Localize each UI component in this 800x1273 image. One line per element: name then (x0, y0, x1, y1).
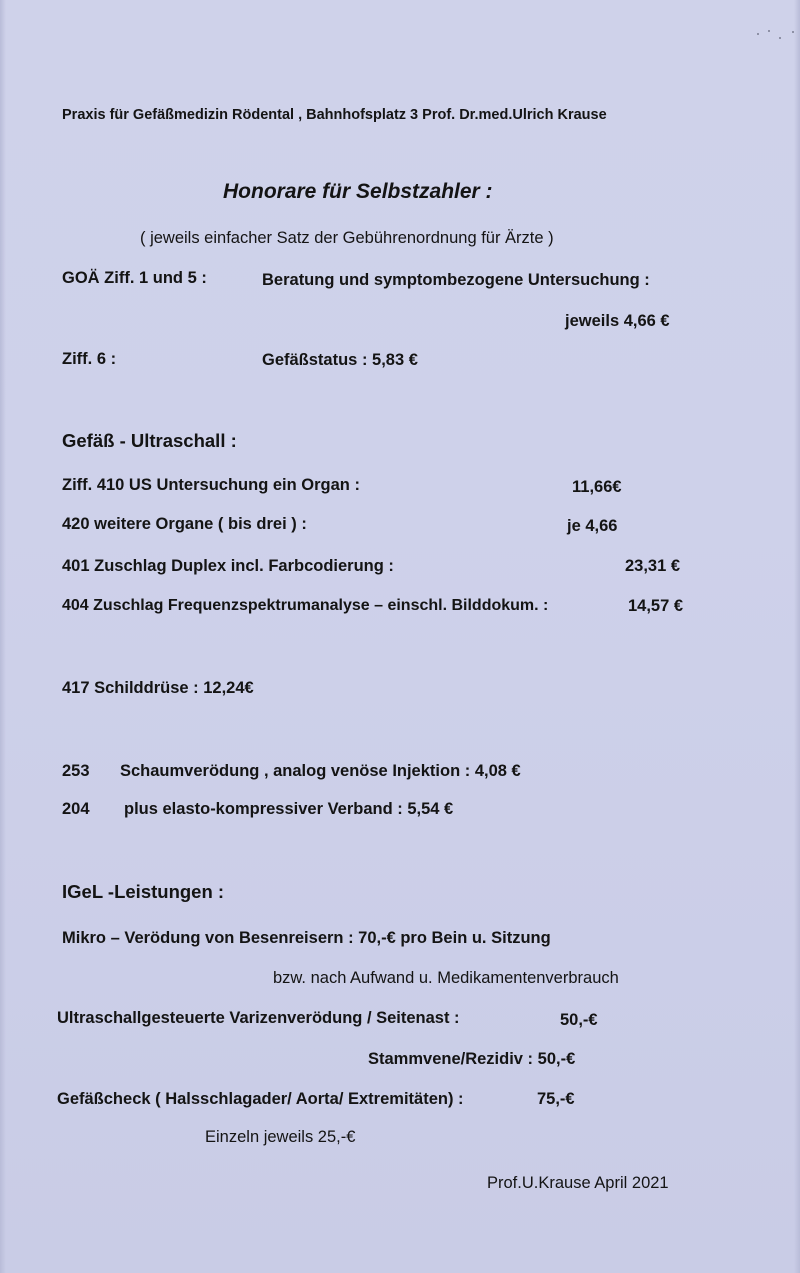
ultraschall-item-label: 401 Zuschlag Duplex incl. Farbcodierung : (62, 557, 394, 575)
veroedung-code: 253 (62, 762, 90, 780)
scan-speck (792, 31, 794, 33)
left-scan-edge (0, 0, 6, 1273)
ultraschall-item-price: 11,66€ (572, 478, 622, 496)
right-scan-edge (794, 0, 800, 1273)
igel-stammvene-line: Stammvene/Rezidiv : 50,-€ (368, 1050, 576, 1068)
goae-code: GOÄ Ziff. 1 und 5 : (62, 269, 207, 287)
veroedung-description: Schaumverödung , analog venöse Injektion : 4,08 € (120, 762, 521, 780)
signature-line: Prof.U.Krause April 2021 (487, 1174, 669, 1192)
igel-heading: IGeL -Leistungen : (62, 881, 225, 902)
ziff6-code: Ziff. 6 : (62, 350, 117, 368)
ultraschall-item-label: 404 Zuschlag Frequenzspektrumanalyse – einschl. Bilddokum. : (62, 597, 549, 614)
veroedung-description: plus elasto-kompressiver Verband : 5,54 € (124, 800, 454, 818)
ultraschall-item-price: je 4,66 (567, 517, 618, 535)
page-subtitle: ( jeweils einfacher Satz der Gebührenordnung für Ärzte ) (140, 229, 554, 247)
igel-check-label: Gefäßcheck ( Halsschlagader/ Aorta/ Extremitäten) : (57, 1090, 464, 1108)
igel-mikro-note: bzw. nach Aufwand u. Medikamentenverbrauch (273, 969, 619, 987)
scan-speck (768, 30, 770, 32)
igel-ultra-label: Ultraschallgesteuerte Varizenverödung / Seitenast : (57, 1009, 460, 1027)
ultraschall-item-price: 23,31 € (625, 557, 681, 575)
ultraschall-item-label: 420 weitere Organe ( bis drei ) : (62, 515, 307, 533)
veroedung-code: 204 (62, 800, 90, 818)
goae-price: jeweils 4,66 € (565, 312, 670, 330)
goae-description: Beratung und symptombezogene Untersuchung : (262, 271, 650, 289)
igel-ultra-price: 50,-€ (560, 1011, 598, 1029)
igel-mikro-line: Mikro – Verödung von Besenreisern : 70,-€ pro Bein u. Sitzung (62, 929, 551, 947)
ultraschall-heading: Gefäß - Ultraschall : (62, 430, 237, 451)
schilddruese-line: 417 Schilddrüse : 12,24€ (62, 679, 254, 697)
practice-header: Praxis für Gefäßmedizin Rödental , Bahnhofsplatz 3 Prof. Dr.med.Ulrich Krause (62, 107, 607, 123)
page-title: Honorare für Selbstzahler : (223, 180, 493, 203)
ziff6-description: Gefäßstatus : 5,83 € (262, 351, 418, 369)
ultraschall-item-label: Ziff. 410 US Untersuchung ein Organ : (62, 476, 360, 494)
scan-speck (757, 33, 759, 35)
scan-speck (779, 37, 781, 39)
igel-einzeln-note: Einzeln jeweils 25,-€ (205, 1128, 356, 1146)
igel-check-price: 75,-€ (537, 1090, 575, 1108)
ultraschall-item-price: 14,57 € (628, 597, 684, 615)
